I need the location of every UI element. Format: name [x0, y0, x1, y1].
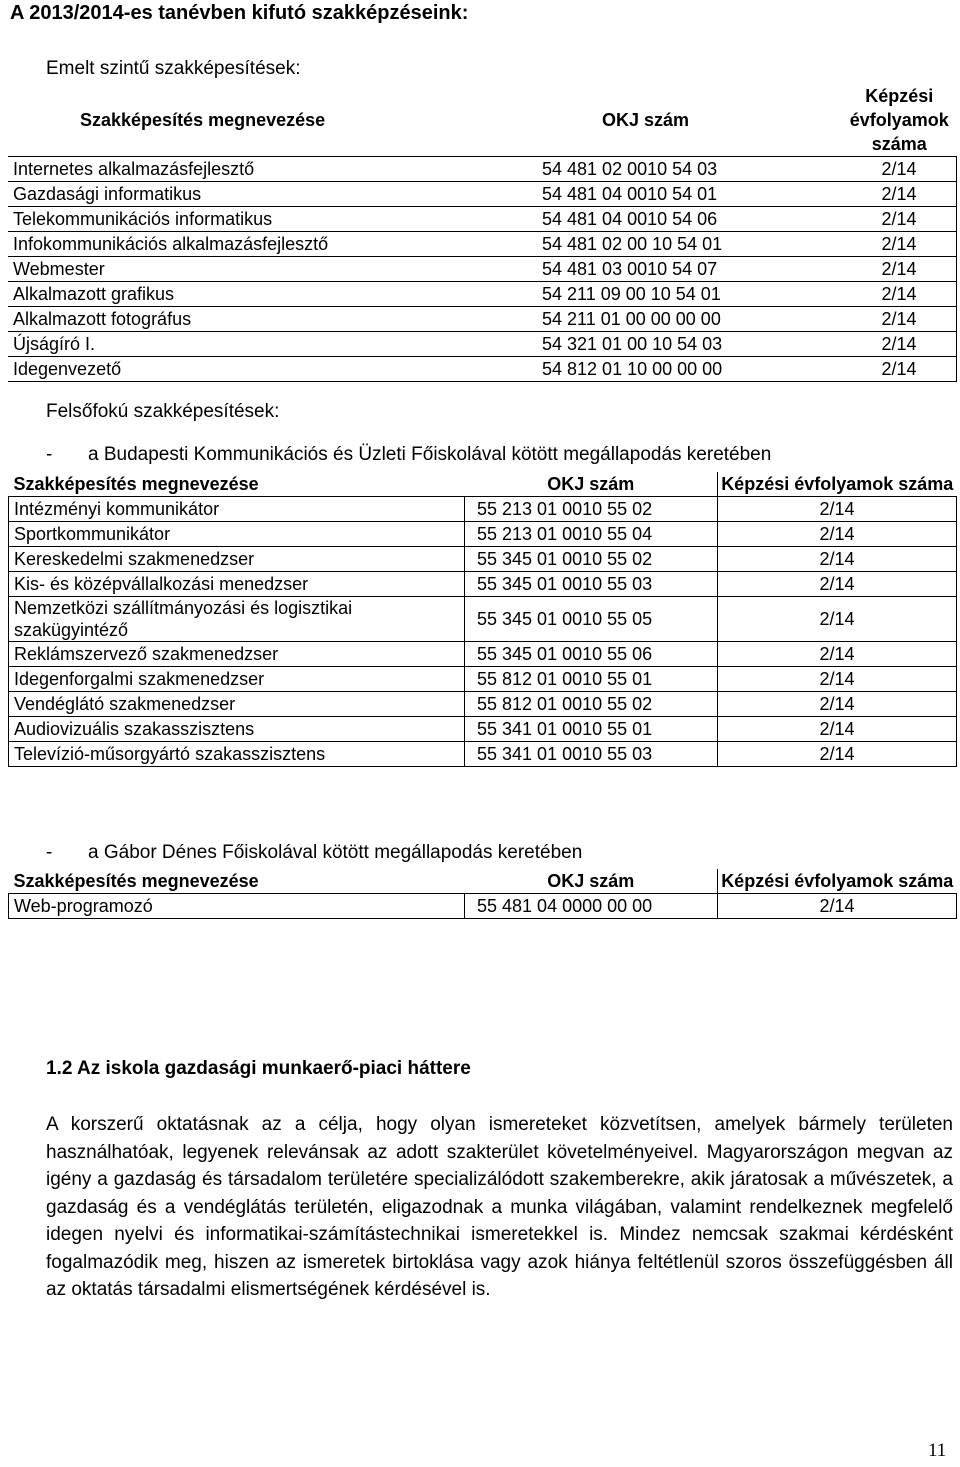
- column-header: OKJ szám: [602, 110, 690, 130]
- okj-number: 54 481 04 0010 54 01: [530, 182, 842, 207]
- qualification-name: Vendéglátó szakmenedzser: [9, 692, 465, 717]
- gabor-qualifications-table: [8, 869, 957, 919]
- grade-years: 2/14: [718, 717, 957, 742]
- grade-years: 2/14: [842, 357, 957, 382]
- emelt-subheading: Emelt szintű szakképesítések:: [46, 58, 301, 79]
- section-paragraph: A korszerű oktatásnak az a célja, hogy olyan ismereteket közvetítsen, amelyek bármely területen használhatóak, legyenek relevánsak az adott szakterület követelményeivel. Magyarországon megvan az igény a gazdaság és társadalom területére specializálódott szakemberekre, akik járatosak a művészetek, a gazdaság és a vendéglátás területén, eligazodnak a munka világában, valamint rendelkeznek megfelelő idegen nyelvi és informatikai-számítástechnikai ismeretekkel is. Mindez nemcsak szakmai kérdésként fogalmazódik meg, hiszen az ismeretek birtoklása vagy azok hiánya feltétlenül szoros összefüggésben áll az oktatás társadalmi elismertségének kérdésével is.: [46, 1114, 953, 1300]
- table-row: [9, 692, 957, 717]
- column-header: Képzési évfolyamok száma: [718, 472, 957, 497]
- qualification-name: Újságíró I.: [8, 332, 530, 357]
- budapesti-intro: [46, 444, 771, 466]
- qualification-name: Idegenvezető: [8, 357, 530, 382]
- qualification-name: Gazdasági informatikus: [8, 182, 530, 207]
- table-header-row: [9, 472, 957, 497]
- column-header: Szakképesítés megnevezése: [9, 472, 465, 497]
- table-row: [9, 742, 957, 767]
- qualification-name: Internetes alkalmazásfejlesztő: [8, 157, 530, 182]
- okj-number: 55 213 01 0010 55 04: [465, 522, 718, 547]
- table-row: [8, 207, 957, 232]
- emelt-qualifications-table: [8, 84, 957, 382]
- okj-number: 55 213 01 0010 55 02: [465, 497, 718, 522]
- table-row: [9, 717, 957, 742]
- table-row: [9, 547, 957, 572]
- table-row: [8, 232, 957, 257]
- okj-number: 54 211 09 00 10 54 01: [530, 282, 842, 307]
- qualification-name: Kereskedelmi szakmenedzser: [9, 547, 465, 572]
- qualification-name: Webmester: [8, 257, 530, 282]
- okj-number: 55 481 04 0000 00 00: [465, 894, 718, 919]
- table-row: [8, 357, 957, 382]
- okj-number: 54 481 03 0010 54 07: [530, 257, 842, 282]
- page-number: 11: [928, 1440, 947, 1461]
- budapesti-qualifications-table: [8, 472, 957, 767]
- table-row: [9, 522, 957, 547]
- grade-years: 2/14: [718, 692, 957, 717]
- qualification-name: Televízió-műsorgyártó szakasszisztens: [9, 742, 465, 767]
- column-header: Szakképesítés megnevezése: [9, 869, 465, 894]
- gabor-table-body: [9, 869, 957, 919]
- grade-years: 2/14: [842, 182, 957, 207]
- column-header: OKJ szám: [465, 472, 718, 497]
- gabor-intro: [46, 842, 582, 864]
- qualification-name: Reklámszervező szakmenedzser: [9, 642, 465, 667]
- bullet-dash: -: [46, 842, 53, 863]
- table-row: [9, 894, 957, 919]
- grade-years: 2/14: [718, 522, 957, 547]
- budapesti-intro-text: a Budapesti Kommunikációs és Üzleti Főiskolával kötött megállapodás keretében: [88, 444, 772, 465]
- table-row: [8, 332, 957, 357]
- qualification-name: Idegenforgalmi szakmenedzser: [9, 667, 465, 692]
- column-header: Képzési évfolyamok száma: [849, 86, 949, 154]
- grade-years: 2/14: [718, 894, 957, 919]
- qualification-name: Kis- és középvállalkozási menedzser: [9, 572, 465, 597]
- qualification-name: Sportkommunikátor: [9, 522, 465, 547]
- qualification-name: Web-programozó: [9, 894, 465, 919]
- grade-years: 2/14: [842, 307, 957, 332]
- qualification-name: Alkalmazott fotográfus: [8, 307, 530, 332]
- grade-years: 2/14: [718, 667, 957, 692]
- column-header: Szakképesítés megnevezése: [80, 110, 326, 130]
- table-row: [8, 257, 957, 282]
- table-row: [9, 497, 957, 522]
- main-heading: A 2013/2014-es tanévben kifutó szakképzéseink:: [10, 2, 469, 24]
- column-header: Képzési évfolyamok száma: [718, 869, 957, 894]
- qualification-name: Audiovizuális szakasszisztens: [9, 717, 465, 742]
- table-row: [8, 182, 957, 207]
- grade-years: 2/14: [718, 597, 957, 642]
- okj-number: 55 341 01 0010 55 01: [465, 717, 718, 742]
- grade-years: 2/14: [842, 207, 957, 232]
- table-row: [8, 307, 957, 332]
- grade-years: 2/14: [842, 232, 957, 257]
- okj-number: 54 321 01 00 10 54 03: [530, 332, 842, 357]
- qualification-name: Alkalmazott grafikus: [8, 282, 530, 307]
- okj-number: 54 481 04 0010 54 06: [530, 207, 842, 232]
- grade-years: 2/14: [842, 332, 957, 357]
- table-row: [9, 572, 957, 597]
- gabor-intro-text: a Gábor Dénes Főiskolával kötött megállapodás keretében: [88, 842, 583, 863]
- table-row: [8, 157, 957, 182]
- grade-years: 2/14: [718, 572, 957, 597]
- table-row: [9, 667, 957, 692]
- budapesti-table-body: [9, 472, 957, 767]
- okj-number: 55 341 01 0010 55 03: [465, 742, 718, 767]
- okj-number: 55 345 01 0010 55 06: [465, 642, 718, 667]
- table-row: [9, 642, 957, 667]
- grade-years: 2/14: [718, 642, 957, 667]
- table-header-row: [8, 84, 957, 157]
- okj-number: 55 812 01 0010 55 02: [465, 692, 718, 717]
- grade-years: 2/14: [842, 282, 957, 307]
- felsofoku-subheading: Felsőfokú szakképesítések:: [46, 401, 280, 422]
- table-row: [8, 282, 957, 307]
- grade-years: 2/14: [718, 742, 957, 767]
- emelt-table-body: [8, 84, 957, 382]
- bullet-dash: -: [46, 444, 53, 465]
- okj-number: 55 345 01 0010 55 05: [465, 597, 718, 642]
- table-header-row: [9, 869, 957, 894]
- qualification-name: Nemzetközi szállítmányozási és logisztikai szakügyintéző: [9, 597, 465, 642]
- qualification-name: Infokommunikációs alkalmazásfejlesztő: [8, 232, 530, 257]
- grade-years: 2/14: [718, 547, 957, 572]
- table-row: [9, 597, 957, 642]
- qualification-name: Intézményi kommunikátor: [9, 497, 465, 522]
- qualification-name: Telekommunikációs informatikus: [8, 207, 530, 232]
- okj-number: 55 345 01 0010 55 02: [465, 547, 718, 572]
- section-heading: 1.2 Az iskola gazdasági munkaerő-piaci háttere: [46, 1058, 471, 1079]
- okj-number: 55 812 01 0010 55 01: [465, 667, 718, 692]
- okj-number: 54 481 02 0010 54 03: [530, 157, 842, 182]
- grade-years: 2/14: [842, 257, 957, 282]
- okj-number: 54 812 01 10 00 00 00: [530, 357, 842, 382]
- okj-number: 54 481 02 00 10 54 01: [530, 232, 842, 257]
- grade-years: 2/14: [842, 157, 957, 182]
- okj-number: 54 211 01 00 00 00 00: [530, 307, 842, 332]
- column-header: OKJ szám: [465, 869, 718, 894]
- grade-years: 2/14: [718, 497, 957, 522]
- okj-number: 55 345 01 0010 55 03: [465, 572, 718, 597]
